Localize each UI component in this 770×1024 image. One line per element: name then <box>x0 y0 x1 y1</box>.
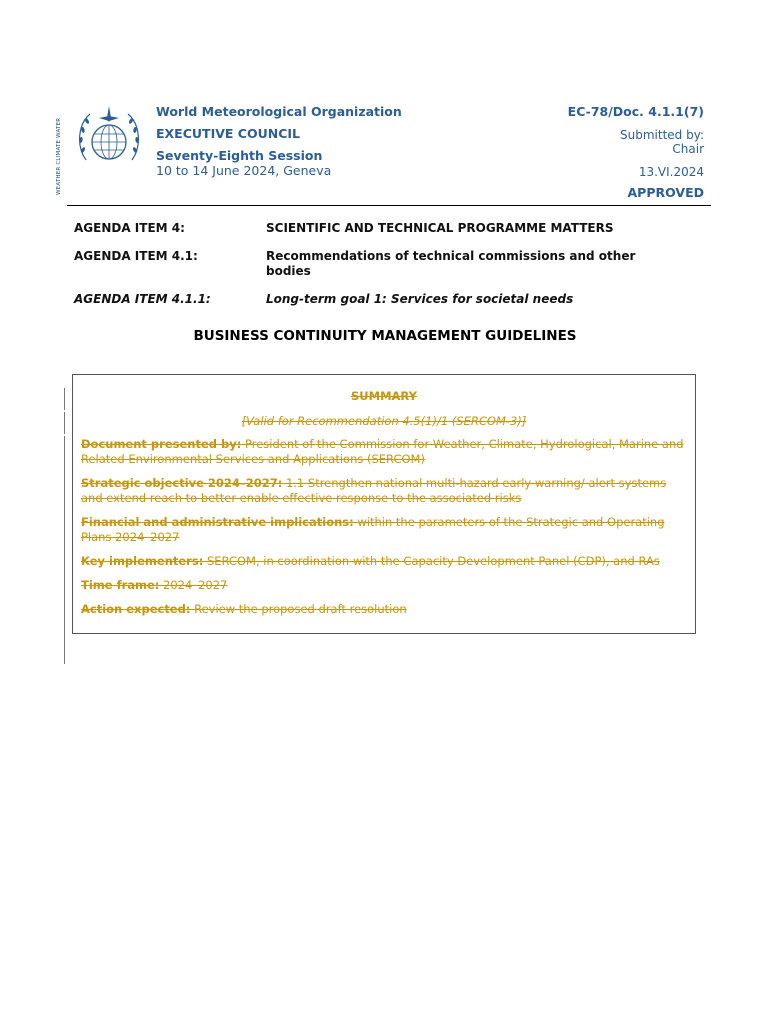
document-info <box>568 104 704 200</box>
submitted-by-label: Submitted by: <box>620 128 704 142</box>
agenda-key: AGENDA ITEM 4.1.1: <box>74 292 211 306</box>
summary-text: 2024–2027 <box>163 578 228 592</box>
summary-validity: [Valid for Recommendation 4.5(1)/1 (SERCOM-3)] <box>241 414 527 428</box>
document-reference: EC-78/Doc. 4.1.1(7) <box>567 104 704 119</box>
summary-label: Action expected: <box>81 602 191 616</box>
document-date: 13.VI.2024 <box>638 165 704 179</box>
change-bar <box>64 436 65 664</box>
summary-text: SERCOM, in coordination with the Capacity Development Panel (CDP), and RAs <box>206 554 660 568</box>
wmo-emblem-icon <box>74 102 144 172</box>
side-tagline: WEATHER CLIMATE WATER <box>56 117 62 195</box>
summary-text: Review the proposed draft resolution <box>194 602 407 616</box>
summary-item <box>81 578 687 593</box>
agenda-value: SCIENTIFIC AND TECHNICAL PROGRAMME MATTERS <box>266 221 614 235</box>
change-bar <box>64 388 65 410</box>
agenda-value: Long-term goal 1: Services for societal needs <box>266 292 574 306</box>
summary-text: within the parameters of the Strategic and Operating Plans 2024–2027 <box>81 515 665 544</box>
organization-header <box>156 104 402 185</box>
agenda-value: Recommendations of technical commissions and other bodies <box>266 249 636 278</box>
summary-label: Strategic objective 2024–2027: <box>81 476 283 490</box>
document-title: BUSINESS CONTINUITY MANAGEMENT GUIDELINES <box>193 328 577 344</box>
agenda-key: AGENDA ITEM 4.1: <box>74 249 198 263</box>
summary-item <box>81 476 687 506</box>
summary-text: 1.1 Strengthen national multi-hazard early warning/ alert systems and extend reach to better enable effective response to the associated risks <box>81 476 667 505</box>
summary-label: Key implementers: <box>81 554 204 568</box>
session-name: Seventy-Eighth Session <box>156 148 323 163</box>
summary-label: Document presented by: <box>81 437 242 451</box>
summary-item <box>81 437 687 467</box>
organization-name: World Meteorological Organization <box>156 104 402 119</box>
council-name: EXECUTIVE COUNCIL <box>156 126 300 141</box>
status-badge: APPROVED <box>627 185 704 200</box>
summary-label: Financial and administrative implications: <box>81 515 354 529</box>
summary-item <box>81 515 687 545</box>
change-bar <box>64 412 65 434</box>
submitted-by: Chair <box>672 142 704 156</box>
header-divider <box>67 205 711 206</box>
summary-heading: SUMMARY <box>351 389 417 403</box>
session-dates: 10 to 14 June 2024, Geneva <box>156 163 332 178</box>
summary-item <box>81 602 687 617</box>
summary-box <box>72 374 696 634</box>
agenda-key: AGENDA ITEM 4: <box>74 221 185 235</box>
summary-item <box>81 554 687 569</box>
summary-text: President of the Commission for Weather, Climate, Hydrological, Marine and Related Environmental Services and Applications (SERCOM) <box>81 437 684 466</box>
summary-label: Time frame: <box>81 578 160 592</box>
